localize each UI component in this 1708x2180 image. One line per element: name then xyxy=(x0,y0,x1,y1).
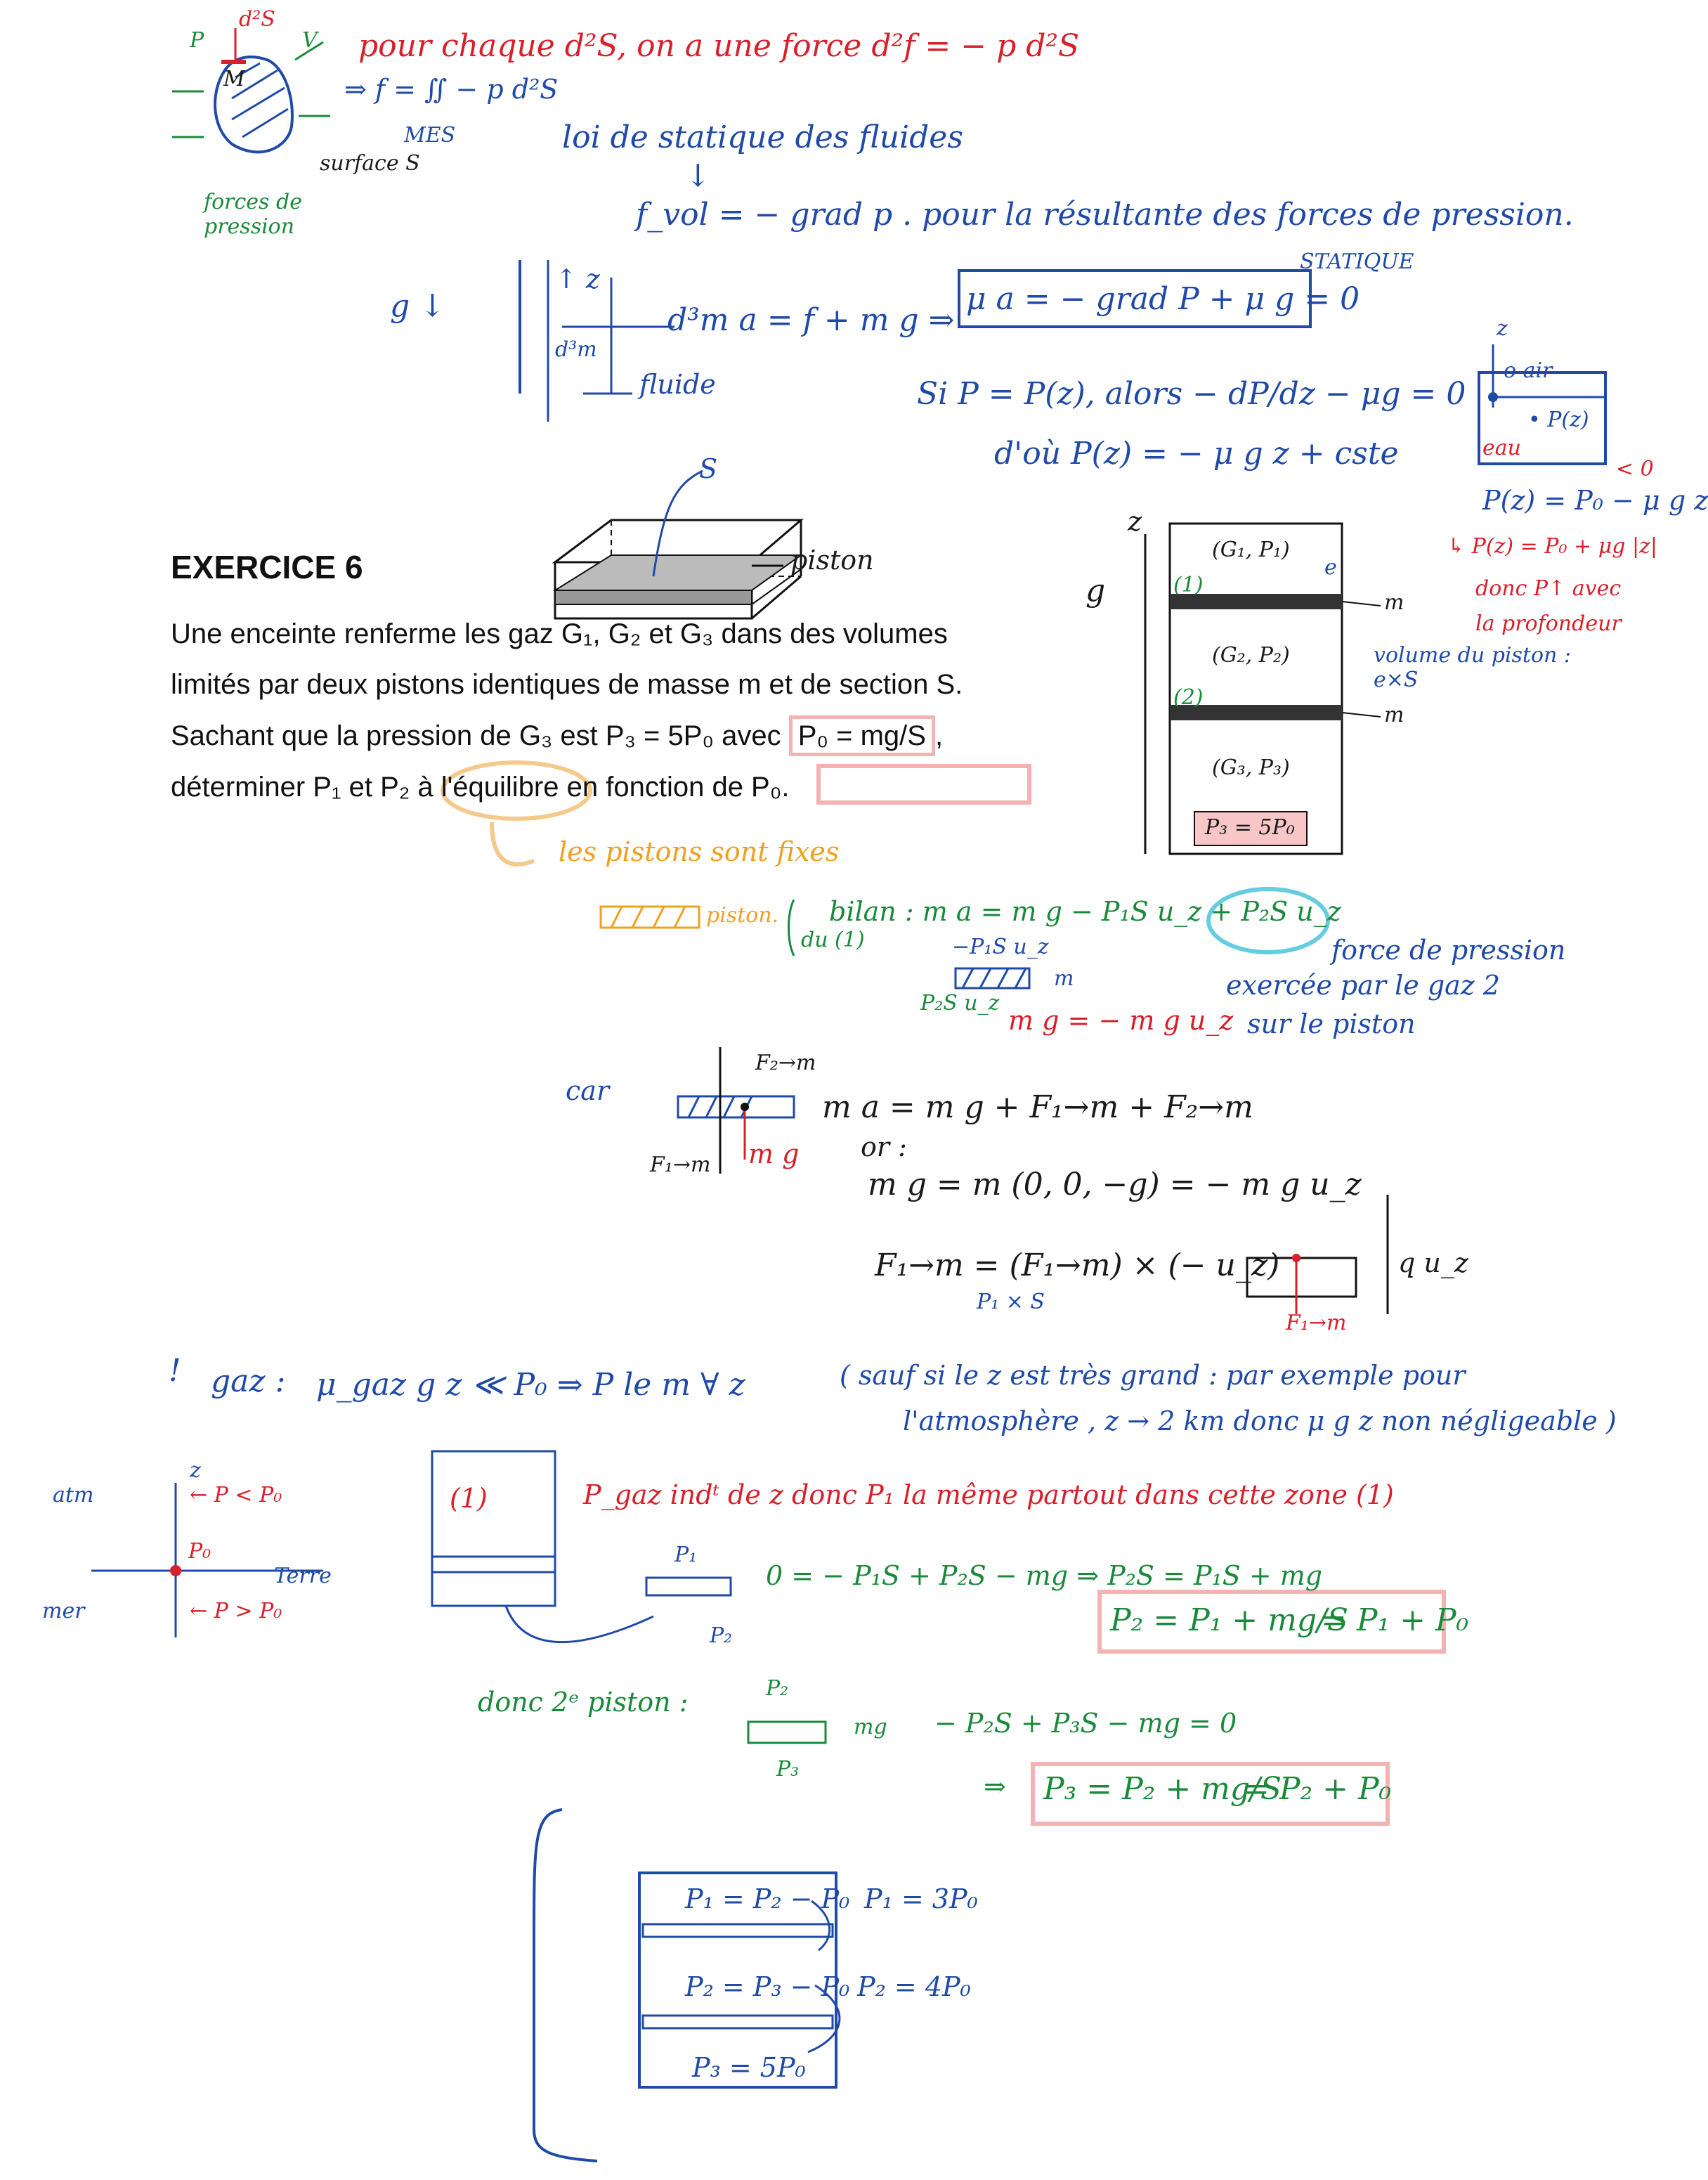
fig-z: z xyxy=(1128,506,1142,537)
exercise-line-2: limités par deux pistons identiques de masse m et de section S. xyxy=(171,669,963,700)
summary-r1: P₁ = P₂ − P₀ xyxy=(685,1883,850,1914)
equilibrium-highlight: à l'équilibre xyxy=(417,772,559,803)
atm-label: atm xyxy=(53,1483,94,1507)
inset-pz: • P(z) xyxy=(1528,408,1589,432)
pz-eq: P(z) = P₀ − μ g z xyxy=(1482,485,1708,516)
integral-formula: ⇒ f = ∬ − p d²S xyxy=(344,74,559,105)
summary-r1-value: P₁ = 3P₀ xyxy=(864,1883,978,1914)
exercise-line-4a: déterminer P₁ et P₂ xyxy=(171,772,410,803)
gaz-label: gaz : xyxy=(211,1363,286,1399)
eq-piston2: − P₂S + P₃S − mg = 0 xyxy=(934,1708,1237,1739)
fig-g2: (G₂, P₂) xyxy=(1212,643,1290,668)
exercise-title: EXERCICE 6 xyxy=(171,549,363,585)
summary-r3: P₃ = 5P₀ xyxy=(692,2052,806,2083)
p0-label: P₀ xyxy=(188,1539,211,1564)
fig-e: e xyxy=(1324,555,1337,580)
d3m-label: d³m xyxy=(555,337,597,362)
uz-label: q u_z xyxy=(1398,1247,1468,1278)
p2-small: P₂ xyxy=(710,1623,733,1648)
fig-g: g xyxy=(1086,573,1106,609)
fig-m1: m xyxy=(1384,590,1404,615)
fig-m2: m xyxy=(1384,703,1404,727)
si-p-eq: Si P = P(z), alors − dP/dz − μg = 0 xyxy=(917,376,1466,412)
bilan-eq: bilan : m a = m g − P₁S u_z + P₂S u_z xyxy=(829,896,1341,927)
f1m-label: F₁→m xyxy=(650,1153,711,1177)
f1m-small: F₁→m xyxy=(1286,1311,1347,1335)
mer-label: mer xyxy=(42,1599,85,1623)
boxed-statics: μ a = − grad P + μ g = 0 xyxy=(966,281,1360,317)
fig-m: m xyxy=(1054,966,1074,991)
f2m-label: F₂→m xyxy=(755,1051,816,1075)
label-p: P xyxy=(190,28,204,53)
profondeur-label: la profondeur xyxy=(1475,611,1622,636)
fig-mg: m g = − m g u_z xyxy=(1008,1005,1234,1036)
exercise-line-3a: Sachant que la pression de G₃ est P₃ = 5P₀ avec xyxy=(171,720,781,751)
inset-air: o air xyxy=(1504,358,1553,383)
terre-label: Terre xyxy=(274,1564,332,1588)
fluid-label: fluide xyxy=(639,369,716,400)
eq-mg: m g = m (0, 0, −g) = − m g u_z xyxy=(868,1167,1362,1202)
fig-1: (1) xyxy=(1173,573,1204,597)
pressure-forces-label: forces de pression xyxy=(204,190,302,239)
car-label: car xyxy=(566,1075,610,1106)
p-gt-label: ← P > P₀ xyxy=(190,1599,282,1623)
volume-piston-note: volume du piston : e×S xyxy=(1374,643,1572,692)
p1xs-label: P₁ × S xyxy=(977,1290,1045,1314)
or-label: or : xyxy=(861,1131,907,1162)
result-p2: P₂ = P₁ + mg/S xyxy=(1110,1602,1349,1638)
label-ds: d²S xyxy=(239,7,275,32)
z-label: ↑ z xyxy=(555,264,600,294)
lt-zero: < 0 xyxy=(1616,457,1654,481)
donc-label: donc P↑ avec xyxy=(1475,576,1622,601)
result-p3: P₃ = P₂ + mg/S xyxy=(1043,1771,1282,1807)
label-v: V xyxy=(302,28,318,53)
fig-p1s: −P₁S u_z xyxy=(952,935,1049,959)
mes-label: MES xyxy=(404,123,456,148)
fig-g3: (G₃, P₃) xyxy=(1212,755,1290,780)
p3-bottom: P₃ xyxy=(776,1757,800,1782)
eq-f1m: F₁→m = (F₁→m) × (− u_z) xyxy=(875,1247,1280,1283)
exercise-line-1: Une enceinte renferme les gaz G₁, G₂ et G₃ dans des volumes xyxy=(171,618,948,649)
warning-icon: ! xyxy=(169,1353,181,1389)
p-lt-label: ← P < P₀ xyxy=(190,1483,282,1507)
statics-arrow: ↓ xyxy=(685,158,711,194)
fixes-note: les pistons sont fixes xyxy=(559,836,840,867)
sauf-note: ( sauf si le z est très grand : par exemple pour xyxy=(840,1360,1466,1391)
donc-2nd-piston: donc 2ᵉ piston : xyxy=(478,1687,689,1718)
fig-p3: P₃ = 5P₀ xyxy=(1205,815,1295,840)
piston-orange: piston. xyxy=(706,903,779,928)
p1-small: P₁ xyxy=(674,1543,698,1567)
atm-note: l'atmosphère , z → 2 km donc μ g z non négligeable ) xyxy=(903,1406,1617,1436)
inset-eau: eau xyxy=(1482,436,1521,460)
exercise-line-3 xyxy=(171,720,943,752)
d-ou-eq: d'où P(z) = − μ g z + cste xyxy=(994,436,1399,472)
zone-1: (1) xyxy=(450,1483,488,1514)
gas-approx: μ_gaz g z ≪ P₀ ⇒ P le m ∀ z xyxy=(316,1367,745,1403)
fig-g1: (G₁, P₁) xyxy=(1212,538,1290,562)
result-p2b: = P₁ + P₀ xyxy=(1321,1602,1469,1638)
inset-z: z xyxy=(1497,316,1508,341)
summary-r2: P₂ = P₃ − P₀ xyxy=(685,1971,850,2002)
p0-definition: P₀ = mg/S xyxy=(789,715,935,756)
newton-eq: d³m a = f + m g ⇒ xyxy=(667,302,955,338)
exercise-line-4c: en fonction de P₀. xyxy=(566,772,790,803)
p2-top: P₂ xyxy=(766,1676,789,1701)
sur-note: sur le piston xyxy=(1247,1008,1416,1039)
mg-label: m g xyxy=(748,1138,800,1169)
pgaz-note: P_gaz indᵗ de z donc P₁ la même partout dans cette zone (1) xyxy=(583,1479,1394,1510)
eq-piston1: 0 = − P₁S + P₂S − mg ⇒ P₂S = P₁S + mg xyxy=(766,1560,1323,1591)
mg-small: mg xyxy=(854,1715,887,1739)
result-p3b: = P₂ + P₀ xyxy=(1244,1771,1392,1807)
summary-r2-value: P₂ = 4P₀ xyxy=(857,1971,971,2002)
eq-sum-forces: m a = m g + F₁→m + F₂→m xyxy=(822,1089,1253,1125)
surface-label: surface S xyxy=(320,151,420,176)
fig-p2s: P₂S u_z xyxy=(920,991,1000,1016)
pz-eq2: ↳ P(z) = P₀ + μg |z| xyxy=(1447,534,1657,559)
exercise-line-4 xyxy=(171,772,789,803)
label-m: M xyxy=(223,67,245,91)
s-label: S xyxy=(699,453,718,484)
fig-2: (2) xyxy=(1173,685,1204,710)
exercee-note: exercée par le gaz 2 xyxy=(1226,970,1501,1001)
implies: ⇒ xyxy=(984,1771,1006,1802)
grad-formula: f_vol = − grad p . pour la résultante des forces de pression. xyxy=(636,197,1574,233)
bilan-sub: du (1) xyxy=(801,928,865,952)
statique-label: STATIQUE xyxy=(1300,249,1414,274)
force-note: pour chaque d²S, on a une force d²f = − p d²S xyxy=(358,28,1080,64)
axis-z: z xyxy=(190,1458,201,1483)
exercise-line-3c: , xyxy=(934,720,944,751)
g-label: g ↓ xyxy=(390,288,446,324)
statics-law: loi de statique des fluides xyxy=(562,119,963,155)
piston-label: piston xyxy=(790,545,874,576)
force-pression-note: force de pression xyxy=(1331,935,1566,966)
